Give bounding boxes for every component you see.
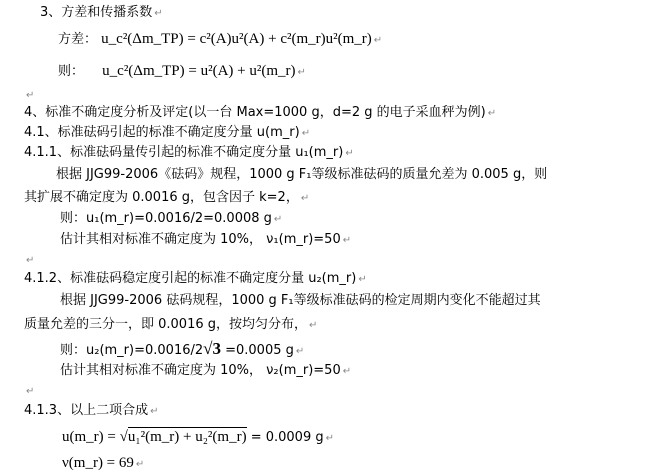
para-4-1-1-estimate: 估计其相对标准不确定度为 10%， ν₁(m_r)=50 ↵ bbox=[60, 232, 352, 247]
variance-formula: u_c²(Δm_TP) = c²(A)u²(A) + c²(m_r)u²(m_r) bbox=[101, 31, 372, 47]
para-4-1-2-estimate: 估计其相对标准不确定度为 10%， ν₂(m_r)=50 ↵ bbox=[60, 363, 352, 378]
sqrt3-symbol: √3 bbox=[203, 339, 221, 358]
blank-line-2: ↵ bbox=[26, 255, 35, 266]
blank-line-3: ↵ bbox=[26, 386, 35, 397]
para-4-1-1-line2: 其扩展不确定度为 0.0016 g，包含因子 k=2， ↵ bbox=[24, 190, 310, 205]
combined-radicand: u₁²(m_r) + u₂²(m_r) bbox=[127, 429, 247, 445]
combined-formula: u(m_r) = √u₁²(m_r) + u₂²(m_r) = 0.0009 g ↵ bbox=[62, 429, 334, 445]
then-formula: u_c²(Δm_TP) = u²(A) + u²(m_r) bbox=[102, 63, 296, 79]
para-4-1-1-then: 则：u₁(m_r)=0.0016/2=0.0008 g ↵ bbox=[60, 211, 283, 226]
then-line: 则： u_c²(Δm_TP) = u²(A) + u²(m_r) ↵ bbox=[58, 63, 306, 79]
section-3-title: 3、方差和传播系数 ↵ bbox=[40, 5, 163, 20]
blank-line: ↵ bbox=[26, 90, 35, 101]
heading-4-1-2: 4.1.2、标准砝码稳定度引起的标准不确定度分量 u₂(m_r) ↵ bbox=[24, 271, 367, 286]
para-4-1-2-line2: 质量允差的三分一，即 0.0016 g，按均匀分布， ↵ bbox=[24, 317, 318, 332]
para-4-1-2-line1: 根据 JJG99-2006 砝码规程，1000 g F₁等级标准砝码的检定周期内变化不能超过其 bbox=[60, 293, 541, 308]
section-4-title: 4、标准不确定度分析及评定(以一台 Max=1000 g，d=2 g 的电子采血秤为例) ↵ bbox=[24, 105, 497, 120]
heading-4-1-1: 4.1.1、标准砝码量传引起的标准不确定度分量 u₁(m_r) ↵ bbox=[24, 145, 354, 160]
then-label: 则： bbox=[58, 64, 85, 79]
variance-line: 方差： u_c²(Δm_TP) = c²(A)u²(A) + c²(m_r)u²(m_r) ↵ bbox=[58, 31, 383, 47]
heading-4-1-3: 4.1.3、以上二项合成 ↵ bbox=[24, 403, 159, 418]
para-4-1-1-line1: 根据 JJG99-2006《砝码》规程，1000 g F₁等级标准砝码的质量允差为 0.005 g，则 bbox=[56, 167, 548, 182]
heading-4-1: 4.1、标准砝码引起的标准不确定度分量 u(m_r) ↵ bbox=[24, 125, 311, 140]
nu-formula: ν(m_r) = 69 ↵ bbox=[62, 455, 145, 471]
para-4-1-2-then: 则：u₂(m_r)=0.0016/2√3 =0.0005 g ↵ bbox=[60, 339, 305, 358]
variance-label: 方差： bbox=[58, 32, 98, 47]
